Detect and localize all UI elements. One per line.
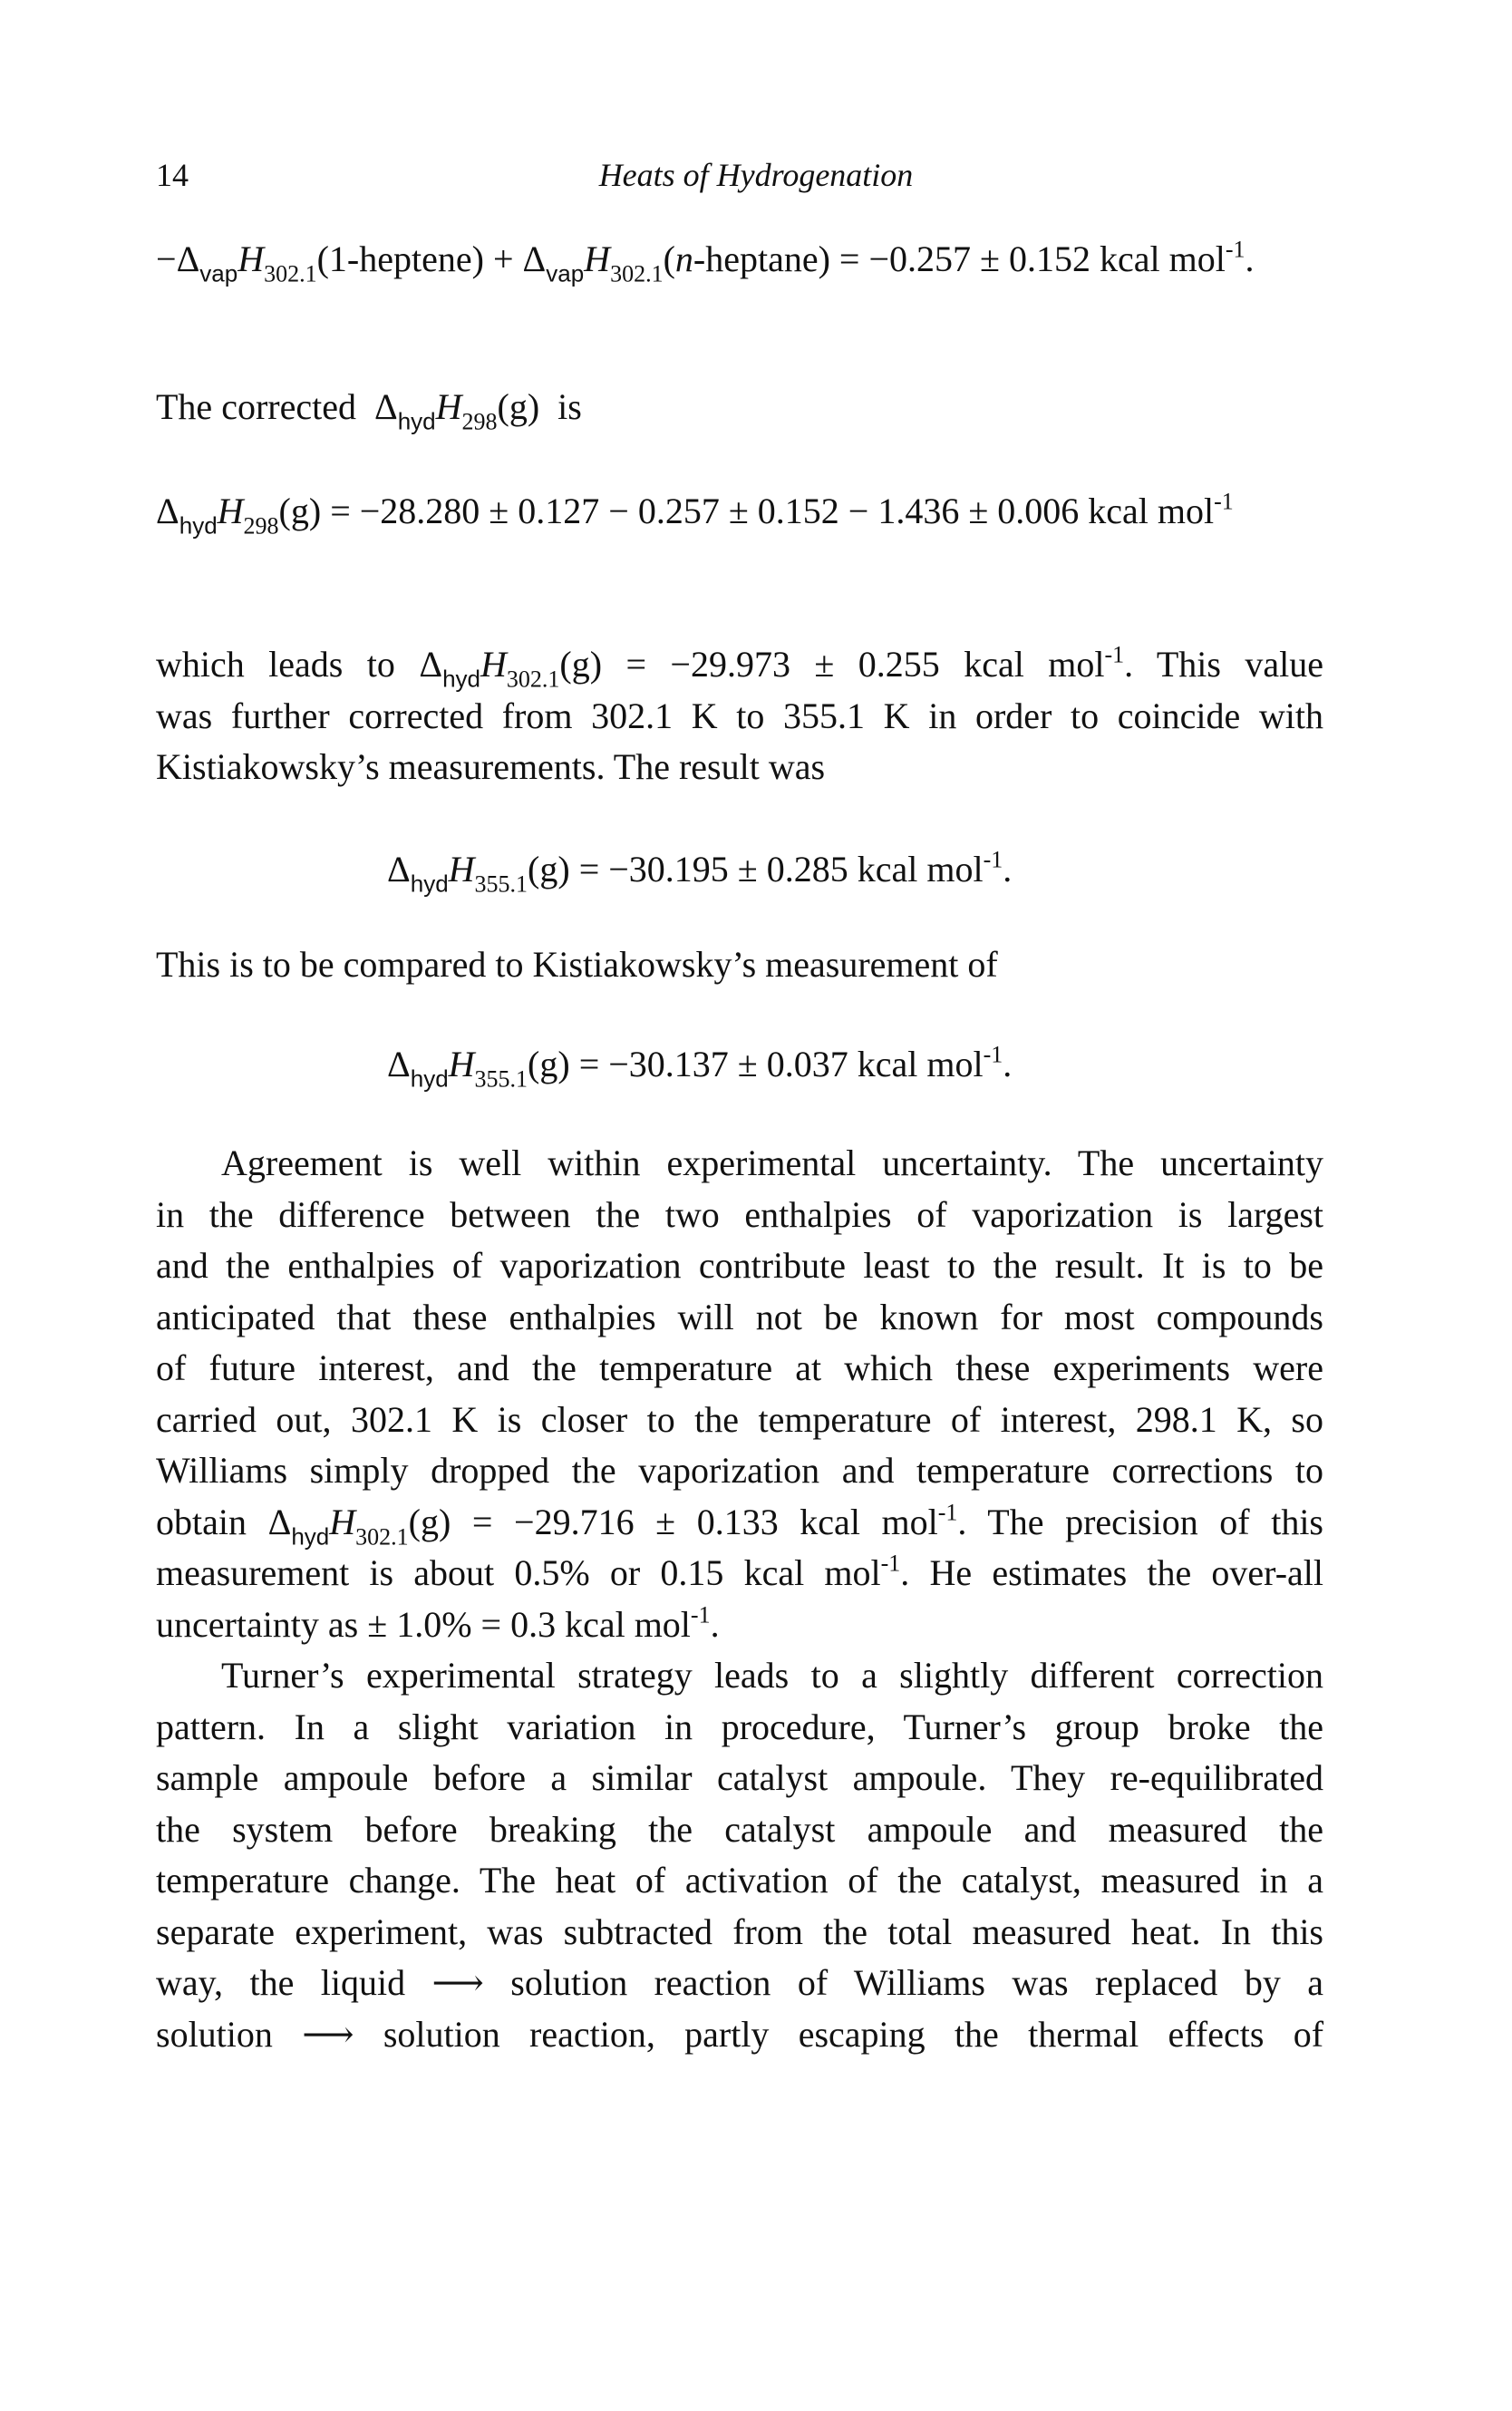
running-title: Heats of Hydrogenation — [598, 157, 914, 193]
page-number: 14 — [156, 157, 189, 193]
compare-line: This is to be compared to Kistiakowsky’s measurement of — [156, 944, 998, 985]
paragraph-turner: Turner’s experimental strategy leads to a slightly different correction pattern. In a slight variation in procedure, Turner’s group broke the sample ampoule before a similar catalyst ampoule. They re-equilibrated the system before breaking the catalyst ampoule and measured the temperature change. The heat of activation of the catalyst, measured in a separate experiment, was subtracted from the total measured heat. In this way, the liquid ⟶ solution reaction of Williams was replaced by a solution ⟶ solution reaction, partly escaping the thermal effects of — [156, 1655, 1324, 2055]
paragraph-leads-to: which leads to $\Delta_{hyd}H_{302.1}(g) = -29.973 \pm 0.255$ kcal mol$^{-1}$. This value was further corrected from 302.1 K to 355.1 K in order to coincide with Kistiakowsky’s measurements. The result was — [156, 641, 1323, 787]
equation-vaporization-difference: $-\Delta_{vap}H_{302.1}(1-heptene) + \Delta_{vap}H_{302.1}(n-heptane) = -0.257 \pm 0.152$ kcal mol$^{-1}$. — [156, 236, 1255, 287]
reaction-arrow-icon: ⟶ — [302, 2013, 354, 2055]
paragraph-agreement: Agreement is well within experimental uncertainty. The uncertainty in the difference between the two enthalpies of vaporization is largest and the enthalpies of vaporization contribute least to the result. It is to be anticipated that these enthalpies will not be known for most compounds of future interest, and the temperature at which these experiments were carried out, 302.1 K is closer to the temperature of interest, 298.1 K, so Williams simply dropped the vaporization and temperature corrections to obtain $\Delta_{hyd}H_{302.1}(g) = -29.716 \pm 0.133$ kcal mol$^{-1}$. The precision of this measurement is about 0.5% or 0.15 kcal mol$^{-1}$. He estimates the over-all uncertainty as ± 1.0% = 0.3 kcal mol$^{-1}$. — [156, 1142, 1323, 1645]
corrected-intro-line: The corrected $\Delta_{hyd}H_{298}(g)$ is — [156, 386, 582, 435]
reaction-arrow-icon: ⟶ — [431, 1962, 484, 2003]
equation-corrected-enthalpy-355: $\Delta_{hyd}H_{355.1}(g) = -30.195 \pm 0.285$ kcal mol$^{-1}$. — [387, 846, 1013, 898]
equation-kistiakowsky-measurement: $\Delta_{hyd}H_{355.1}(g) = -30.137 \pm 0.037$ kcal mol$^{-1}$. — [387, 1041, 1013, 1093]
equation-corrected-enthalpy-298: $\Delta_{hyd}H_{298}(g) = -28.280 \pm 0.127 - 0.257 \pm 0.152 - 1.436 \pm 0.006$ kcal mol$^{-1}$ — [156, 488, 1234, 540]
